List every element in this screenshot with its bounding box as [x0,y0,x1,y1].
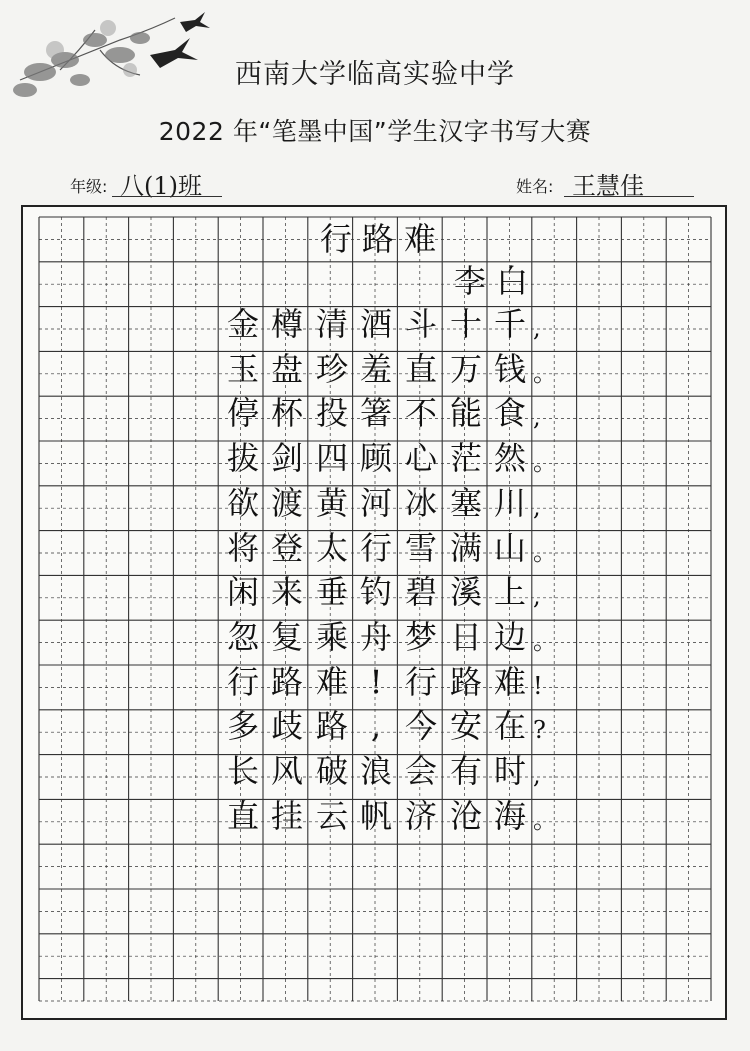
poem-char: 钓 [359,573,392,612]
poem-punctuation: , [533,582,541,611]
poem-char: 溪 [449,573,482,612]
poem-char: 风 [270,752,303,790]
poem-char: 挂 [270,796,303,835]
poem-char: 难 [315,662,348,701]
poem-char: 直 [226,796,259,835]
poem-char: 塞 [449,483,482,522]
poem-char: 帆 [359,796,392,835]
name-label: 姓名: [516,177,554,196]
poem-char: 投 [315,394,348,433]
writing-grid [21,205,727,1020]
poem-char: 钱 [493,349,526,388]
poem-char: 多 [226,707,259,746]
poem-char: 复 [270,617,303,656]
poem-char: 茫 [449,439,482,478]
poem-char: 垂 [315,573,348,612]
poem-char: , [370,707,382,746]
poem-char: 行 [359,528,392,567]
poem-char: 边 [493,617,526,656]
poem-char: 时 [493,752,526,790]
poem-punctuation: 。 [533,805,557,834]
poem-char: 樽 [270,305,303,343]
poem-char: 今 [404,707,437,746]
poem-char: 万 [449,349,482,388]
poem-char: 箸 [359,394,392,433]
poem-punctuation: ? [533,716,546,745]
grade-value: 八(1)班 [120,172,202,200]
grade-label: 年级: [70,177,108,196]
poem-char: 四 [315,439,348,478]
poem-char: 济 [404,796,437,835]
poem-punctuation: , [533,761,541,789]
poem-char: 忽 [226,617,259,656]
poem-char: 上 [493,573,526,612]
poem-char: 浪 [359,752,392,790]
poem-char: 会 [404,752,437,790]
poem-char: 破 [315,752,348,790]
poem-char: 然 [493,439,526,478]
poem-char: 太 [315,528,348,567]
name-value: 王慧佳 [572,172,644,200]
poem-punctuation: 。 [533,448,557,477]
poem-char: 来 [270,573,303,612]
poem-char: 有 [449,752,482,790]
poem-char: 能 [449,394,482,433]
poem-char: 山 [493,528,526,567]
poem-char: 乘 [315,617,348,656]
poem-char: 路 [449,662,482,701]
poem-char: 心 [404,439,437,478]
name-underline [564,196,694,197]
poem-char: ! [369,662,383,701]
poem-punctuation: 。 [533,358,557,387]
poem-char: 梦 [404,617,437,656]
poem-char: 顾 [359,439,392,478]
poem-char: 沧 [449,796,482,835]
grade-underline [112,196,222,197]
poem-char: 剑 [270,439,303,478]
poem-char: 拔 [226,439,259,478]
poem-char: 千 [493,305,526,343]
poem-punctuation: , [533,403,541,432]
poem-char: 日 [449,617,482,656]
contest-title: 2022 年“笔墨中国”学生汉字书写大赛 [158,117,592,146]
poem-char: 金 [226,305,259,343]
poem-char: 酒 [359,305,392,343]
poem-char: 将 [226,528,259,567]
poem-char: 黄 [315,483,348,522]
poem-punctuation: ! [533,671,543,700]
poem-char: 羞 [359,349,392,388]
poem-char: 碧 [404,573,437,612]
poem-char: 斗 [404,305,437,343]
poem-char: 食 [493,394,526,433]
poem-char: 玉 [226,349,259,388]
poem-char: 雪 [404,528,437,567]
poem-char: 歧 [270,707,303,746]
poem-char: 路 [315,707,348,746]
poem-char: 渡 [270,483,303,522]
poem-char: 杯 [270,394,303,433]
poem-char: 盘 [270,349,303,388]
poem-char: 在 [493,707,526,746]
poem-char: 行 [404,662,437,701]
poem-char: 行 [226,662,259,701]
poem-char: 清 [315,305,348,343]
poem-char: 不 [404,394,437,433]
poem-char: 路 [270,662,303,701]
poem-char: 直 [404,349,437,388]
poem-char: 舟 [359,617,392,656]
poem-char: 海 [493,796,526,835]
poem-char: 云 [315,796,348,835]
poem-char: 满 [449,528,482,567]
poem-title: 行 路 难 [319,220,437,258]
poem-char: 冰 [404,483,437,522]
poem-char: 停 [226,394,259,433]
poem-punctuation: 。 [533,537,557,566]
school-name: 西南大学临高实验中学 [235,59,515,90]
poem-char: 十 [449,305,482,343]
poem-char: 川 [493,483,526,522]
poem-char: 欲 [226,483,259,522]
poem-char: 登 [270,528,303,567]
poem-char: 长 [226,752,259,790]
poem-punctuation: 。 [533,626,557,655]
poem-punctuation: , [533,314,541,342]
poem-author: 李 白 [453,262,529,300]
poem-char: 闲 [226,573,259,612]
poem-punctuation: , [533,492,541,521]
poem-char: 难 [493,662,526,701]
poem-char: 河 [359,483,392,522]
poem-char: 安 [449,707,482,746]
poem-char: 珍 [315,349,348,388]
